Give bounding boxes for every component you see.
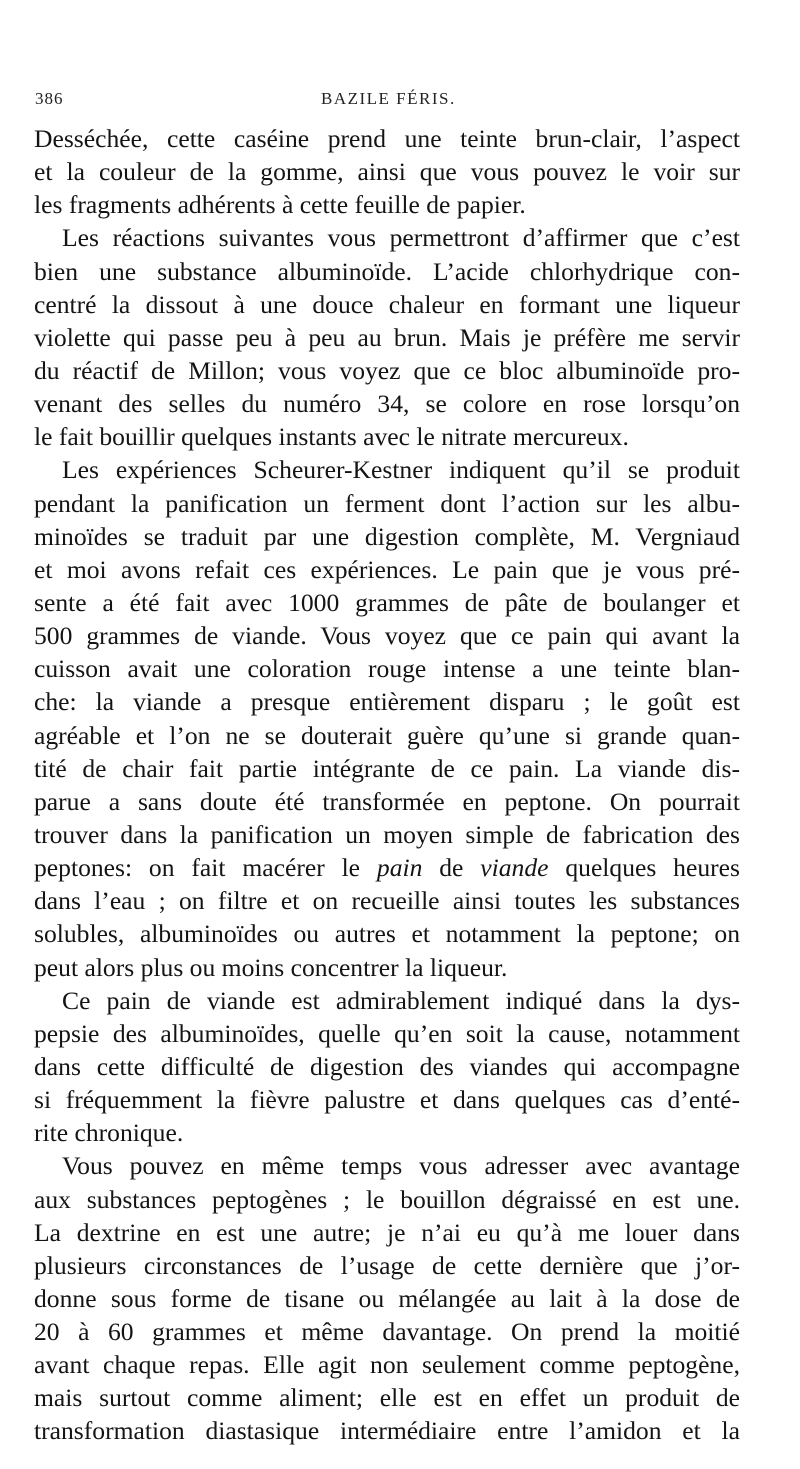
text-line: les fragments adhérents à cette feuille de papier. — [34, 190, 526, 220]
body-text — [34, 122, 740, 1448]
text-line: parue a sans doute été transformée en peptone. On pourrait — [34, 786, 740, 816]
text-line: et la couleur de la gomme, ainsi que vous pouvez le voir sur — [34, 157, 740, 187]
text-line: solubles, albuminoïdes ou autres et notamment la peptone; on — [34, 919, 740, 949]
text-line: Les réactions suivantes vous permettront d’affirmer que c’est — [62, 223, 740, 253]
text-line: 500 grammes de viande. Vous voyez que ce pain qui avant la — [34, 621, 740, 651]
page-number: 386 — [35, 89, 64, 108]
text-line: le fait bouillir quelques instants avec le nitrate mercureux. — [34, 422, 629, 452]
text-line: centré la dissout à une douce chaleur en formant une liqueur — [34, 289, 740, 319]
italic-word: viande — [480, 853, 549, 883]
text-line: Desséchée, cette caséine prend une teinte brun-clair, l’aspect — [34, 124, 740, 153]
text-fragment: de — [422, 853, 481, 883]
text-line: et moi avons refait ces expériences. Le pain que je vous pré- — [34, 554, 740, 584]
text-line: trouver dans la panification un moyen simple de fabrication des — [34, 819, 740, 849]
text-line: transformation diastasique intermédiaire entre l’amidon et la — [34, 1416, 740, 1446]
text-line: plusieurs circonstances de l’usage de cette dernière que j’or- — [34, 1250, 740, 1280]
text-line: venant des selles du numéro 34, se colore en rose lorsqu’on — [34, 389, 740, 419]
text-line: mais surtout comme aliment; elle est en effet un produit de — [34, 1383, 740, 1413]
italic-word: pain — [376, 853, 423, 883]
running-head — [35, 89, 743, 115]
text-line: pendant la panification un ferment dont l’action sur les albu- — [34, 488, 740, 518]
text-line: avant chaque repas. Elle agit non seulement comme peptogène, — [34, 1350, 740, 1380]
text-line: La dextrine en est une autre; je n’ai eu qu’à me louer dans — [34, 1217, 740, 1247]
text-fragment: quelques heures — [548, 853, 740, 883]
text-line: pepsie des albuminoïdes, quelle qu’en soit la cause, notamment — [34, 1018, 740, 1048]
text-line: 20 à 60 grammes et même davantage. On prend la moitié — [34, 1317, 740, 1347]
text-fragment: peptones: on fait macérer le — [34, 853, 377, 883]
text-line: Les expériences Scheurer-Kestner indiquent qu’il se produit — [62, 455, 740, 485]
running-title: BAZILE FÉRIS. — [321, 89, 456, 108]
text-line: Vous pouvez en même temps vous adresser avec avantage — [62, 1151, 740, 1181]
text-line: donne sous forme de tisane ou mélangée au lait à la dose de — [34, 1283, 740, 1313]
text-line: du réactif de Millon; vous voyez que ce bloc albuminoïde pro- — [34, 355, 740, 385]
text-line: rite chronique. — [34, 1118, 184, 1148]
text-line: sente a été fait avec 1000 grammes de pâte de boulanger et — [34, 587, 740, 617]
text-line: bien une substance albuminoïde. L’acide chlorhydrique con- — [34, 256, 740, 286]
text-line: Ce pain de viande est admirablement indiqué dans la dys- — [62, 985, 740, 1015]
text-line: agréable et l’on ne se douterait guère qu’une si grande quan- — [34, 720, 740, 750]
text-line: cuisson avait une coloration rouge intense a une teinte blan- — [34, 654, 740, 684]
text-line: tité de chair fait partie intégrante de ce pain. La viande dis- — [34, 753, 740, 783]
text-line: dans cette difficulté de digestion des viandes qui accompagne — [34, 1051, 740, 1081]
text-line: violette qui passe peu à peu au brun. Mais je préfère me servir — [34, 322, 740, 352]
text-line: si fréquemment la fièvre palustre et dans quelques cas d’enté- — [34, 1085, 740, 1115]
text-line: dans l’eau ; on filtre et on recueille ainsi toutes les substances — [34, 886, 740, 916]
text-line: aux substances peptogènes ; le bouillon dégraissé en est une. — [34, 1184, 740, 1214]
text-line: peut alors plus ou moins concentrer la liqueur. — [34, 952, 508, 982]
text-line-mixed — [34, 851, 740, 884]
text-line: che: la viande a presque entièrement disparu ; le goût est — [34, 687, 740, 717]
text-line: minoïdes se traduit par une digestion complète, M. Vergniaud — [34, 521, 740, 551]
